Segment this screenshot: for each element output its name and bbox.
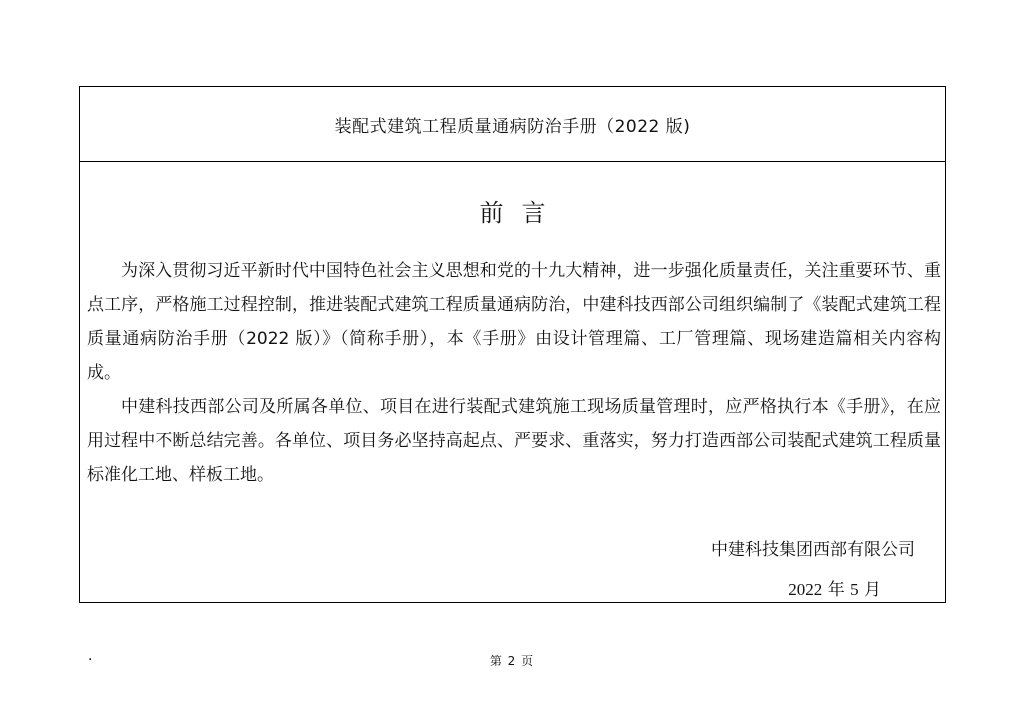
document-frame [79,86,946,603]
date-month: 5 [850,580,859,599]
body-text [87,254,941,492]
signature-company: 中建科技集团西部有限公司 [711,540,915,560]
page-number: 第 2 页 [489,654,535,668]
date-month-unit: 月 [864,580,881,600]
signature-date [788,575,881,600]
date-year-unit: 年 [827,580,845,600]
paragraph-2: 中建科技西部公司及所属各单位、项目在进行装配式建筑施工现场质量管理时，应严格执行本《手册》，在应用过程中不断总结完善。各单位、项目务必坚持高起点、严要求、重落实，努力打造西部公司装配式建筑工程质量标准化工地、样板工地。 [87,397,941,485]
footer-dot: · [88,652,93,668]
paragraph-1: 为深入贯彻习近平新时代中国特色社会主义思想和党的十九大精神，进一步强化质量责任，关注重要环节、重点工序，严格施工过程控制，推进装配式建筑工程质量通病防治，中建科技西部公司组织编制了《装配式建筑工程质量通病防治手册（2022 版）》（简称手册），本《手册》由设计管理篇、工厂管理篇、现场建造篇相关内容构成。 [87,261,941,383]
title-cell [80,87,945,162]
document-title: 装配式建筑工程质量通病防治手册（2022 版) [334,116,691,137]
date-year: 2022 [788,580,823,599]
section-heading: 前言 [479,199,564,227]
